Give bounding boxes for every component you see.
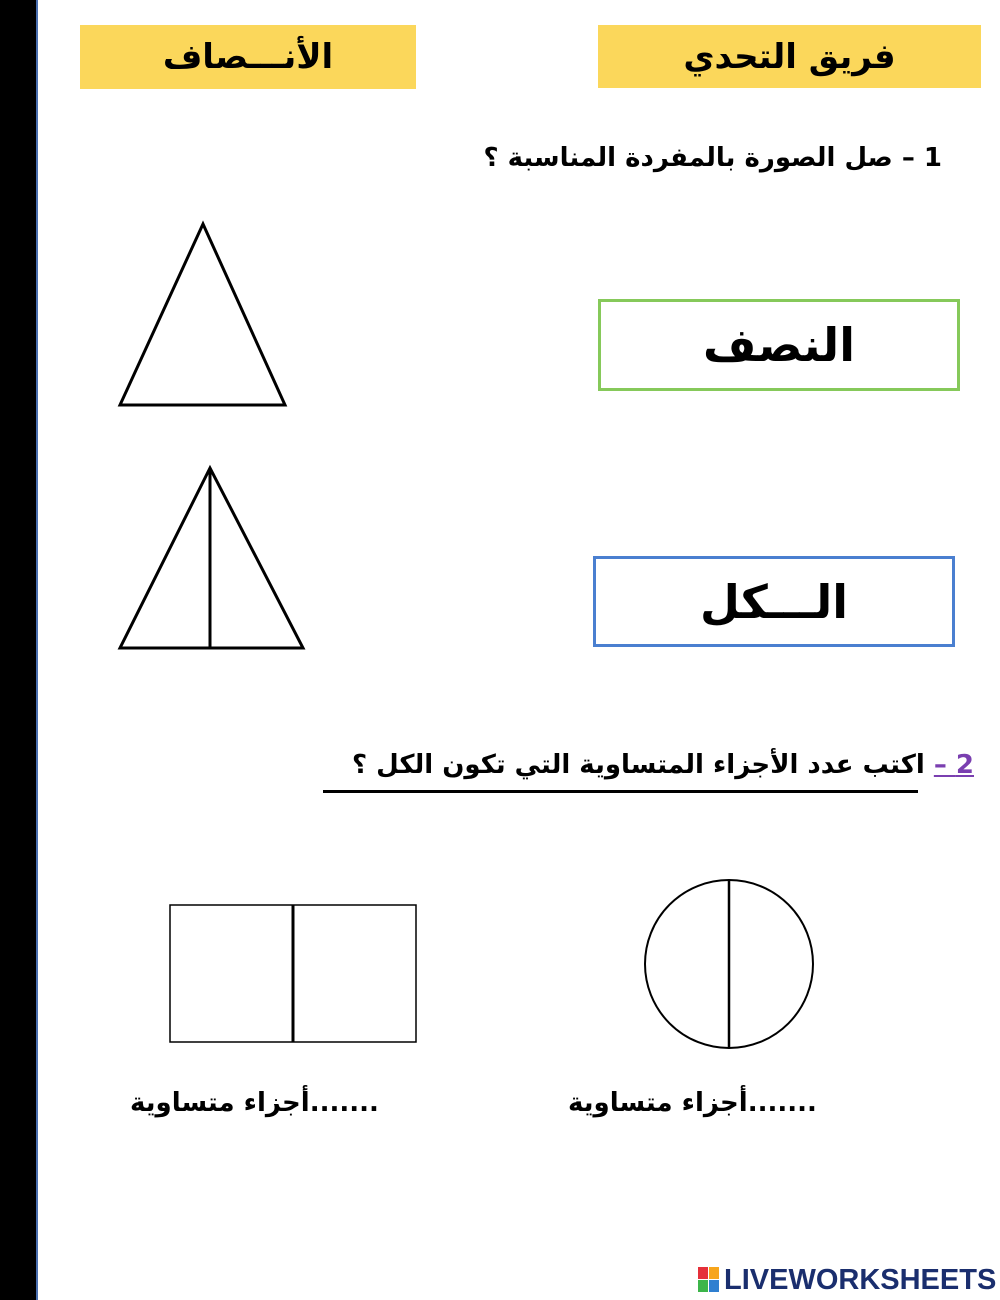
header-left-title: الأنـــصاف (80, 25, 416, 89)
question-2-number: 2 – (933, 750, 974, 780)
header-right-title: فريق التحدي (598, 25, 981, 88)
liveworksheets-brand (698, 1262, 996, 1298)
halved-triangle[interactable] (116, 464, 308, 654)
question-2 (352, 750, 974, 780)
answer-label-rectangle[interactable]: .......أجزاء متساوية (130, 1088, 379, 1118)
left-black-bar (0, 0, 36, 1300)
question-1: 1 – صل الصورة بالمفردة المناسبة ؟ (483, 143, 942, 173)
liveworksheets-text: LIVEWORKSHEETS (724, 1263, 997, 1296)
answer-label-circle[interactable]: .......أجزاء متساوية (568, 1088, 817, 1118)
question-2-text: اكتب عدد الأجزاء المتساوية التي تكون الكل ؟ (352, 750, 925, 780)
word-box-half[interactable]: النصف (598, 299, 960, 391)
page-border (36, 0, 38, 1300)
liveworksheets-logo-icon (698, 1267, 720, 1293)
halved-circle (642, 881, 817, 1056)
word-box-whole[interactable]: الـــكل (593, 556, 955, 647)
question-2-underline (323, 790, 918, 793)
halved-rectangle (169, 904, 419, 1045)
whole-triangle[interactable] (116, 220, 291, 410)
